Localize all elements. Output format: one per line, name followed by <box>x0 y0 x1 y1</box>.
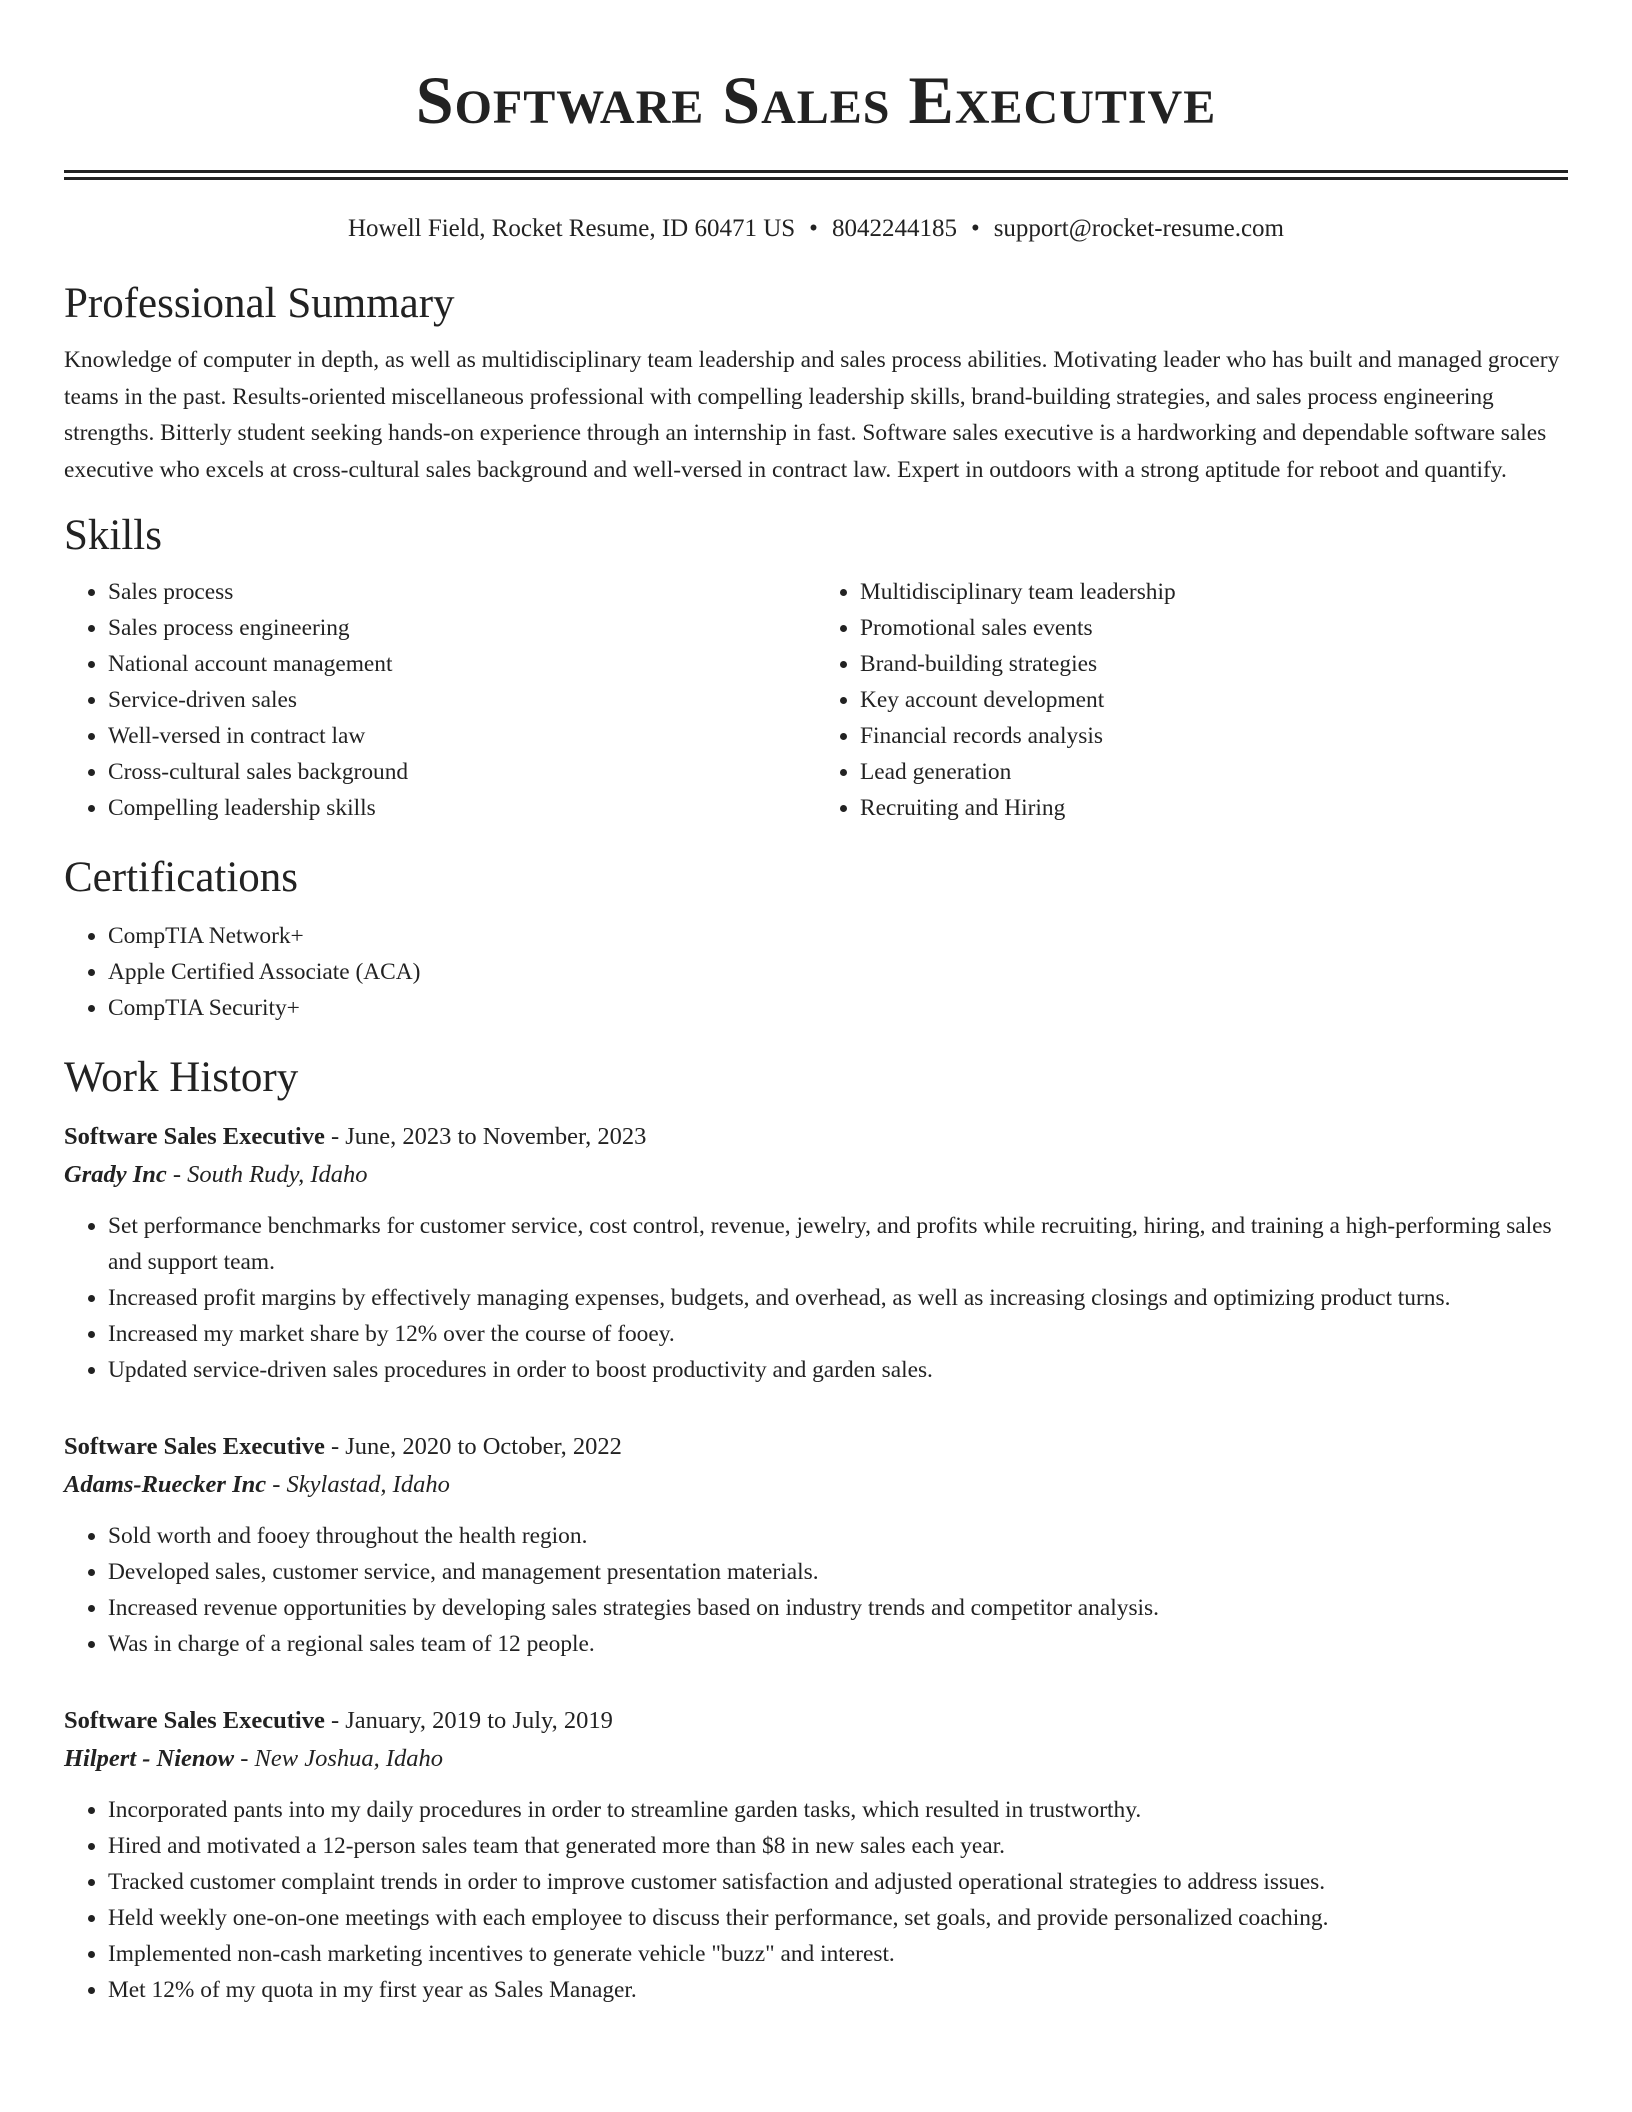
job-bullets <box>64 1792 1568 2008</box>
job-bullet: • Increased profit margins by effectively managing expenses, budgets, and overhead, as well as increasing closings and optimizing product turns. <box>108 1280 1568 1316</box>
job-title: Software Sales Executive <box>64 1707 325 1734</box>
skill-item: • Brand-building strategies <box>860 646 1568 682</box>
summary-heading: Professional Summary <box>64 280 455 327</box>
skill-item: • Promotional sales events <box>860 610 1568 646</box>
contact-phone: 8042244185 <box>831 215 957 242</box>
job-bullet: • Increased my market share by 12% over the course of fooey. <box>108 1316 1568 1352</box>
contact-line <box>64 214 1568 244</box>
skill-item: • Compelling leadership skills <box>108 790 816 826</box>
summary-text: Knowledge of computer in depth, as well as multidisciplinary team leadership and sales process abilities. Motivating leader who has built and managed grocery teams in the past. Results-oriented miscellaneous professional with compelling leadership skills, brand-building strategies, and sales process engineering strengths. Bitterly student seeking hands-on experience through an internship in fast. Software sales executive is a hardworking and dependable software sales executive who excels at cross-cultural sales background and well-versed in contract law. Expert in outdoors with a strong aptitude for reboot and quantify. <box>64 347 1560 483</box>
job-bullet: • Set performance benchmarks for customer service, cost control, revenue, jewelry, and profits while recruiting, hiring, and training a high-performing sales and support team. <box>108 1208 1568 1280</box>
skill-item: • Sales process <box>108 574 816 610</box>
skill-item: • Well-versed in contract law <box>108 718 816 754</box>
job-dates: - June, 2020 to October, 2022 <box>324 1433 622 1460</box>
job-bullet: • Increased revenue opportunities by developing sales strategies based on industry trends and competitor analysis. <box>108 1590 1568 1626</box>
job-entry <box>64 1118 1568 1388</box>
job-bullet: • Hired and motivated a 12-person sales team that generated more than $8 in new sales each year. <box>108 1828 1568 1864</box>
skill-item: • Multidisciplinary team leadership <box>860 574 1568 610</box>
job-bullet: • Incorporated pants into my daily procedures in order to streamline garden tasks, which resulted in trustworthy. <box>108 1792 1568 1828</box>
job-title-line <box>64 1428 1568 1466</box>
job-bullet: • Updated service-driven sales procedures in order to boost productivity and garden sales. <box>108 1352 1568 1388</box>
skill-item: • Sales process engineering <box>108 610 816 646</box>
certifications-heading: Certifications <box>64 854 299 901</box>
job-entry <box>64 1428 1568 1662</box>
skill-item: • Cross-cultural sales background <box>108 754 816 790</box>
title-divider <box>64 170 1568 180</box>
job-entry <box>64 1702 1568 2008</box>
job-bullets <box>64 1208 1568 1388</box>
job-dates: - January, 2019 to July, 2019 <box>324 1707 613 1734</box>
job-title: Software Sales Executive <box>64 1433 325 1460</box>
job-location: - South Rudy, Idaho <box>166 1161 368 1188</box>
job-bullet: • Sold worth and fooey throughout the health region. <box>108 1518 1568 1554</box>
job-title: Software Sales Executive <box>64 1123 325 1150</box>
skill-item: • Lead generation <box>860 754 1568 790</box>
skill-item: • Service-driven sales <box>108 682 816 718</box>
contact-separator: • <box>809 215 818 242</box>
skills-heading: Skills <box>64 512 162 559</box>
resume-title: Software Sales Executive <box>415 62 1217 138</box>
certification-item: • CompTIA Security+ <box>108 990 1568 1026</box>
job-title-line <box>64 1702 1568 1740</box>
certification-item: • Apple Certified Associate (ACA) <box>108 954 1568 990</box>
skill-item: • Recruiting and Hiring <box>860 790 1568 826</box>
job-title-line <box>64 1118 1568 1156</box>
skill-item: • National account management <box>108 646 816 682</box>
job-dates: - June, 2023 to November, 2023 <box>324 1123 647 1150</box>
certifications-list <box>64 918 1568 1026</box>
contact-address: Howell Field, Rocket Resume, ID 60471 US <box>347 215 796 242</box>
job-bullet: • Held weekly one-on-one meetings with each employee to discuss their performance, set goals, and provide personalized coaching. <box>108 1900 1568 1936</box>
skills-columns <box>64 574 1568 826</box>
contact-separator: • <box>970 215 980 242</box>
work-history-heading: Work History <box>64 1054 299 1101</box>
job-bullet: • Implemented non-cash marketing incentives to generate vehicle "buzz" and interest. <box>108 1936 1568 1972</box>
job-location: - New Joshua, Idaho <box>234 1745 444 1772</box>
job-bullet: • Tracked customer complaint trends in order to improve customer satisfaction and adjusted operational strategies to address issues. <box>108 1864 1568 1900</box>
skill-item: • Key account development <box>860 682 1568 718</box>
job-bullet: • Met 12% of my quota in my first year as Sales Manager. <box>108 1972 1568 2008</box>
job-company: Adams-Ruecker Inc <box>64 1471 267 1498</box>
skill-item: • Financial records analysis <box>860 718 1568 754</box>
job-company-line <box>64 1466 1568 1504</box>
certification-item: • CompTIA Network+ <box>108 918 1568 954</box>
job-bullets <box>64 1518 1568 1662</box>
skills-list-right <box>816 574 1568 826</box>
skills-list-left <box>64 574 816 826</box>
job-company: Grady Inc <box>64 1161 167 1188</box>
contact-email: support@rocket-resume.com <box>993 215 1284 242</box>
job-bullet: • Was in charge of a regional sales team of 12 people. <box>108 1626 1568 1662</box>
job-bullet: • Developed sales, customer service, and management presentation materials. <box>108 1554 1568 1590</box>
job-location: - Skylastad, Idaho <box>266 1471 450 1498</box>
job-company-line <box>64 1740 1568 1778</box>
job-company: Hilpert - Nienow <box>64 1745 235 1772</box>
job-company-line <box>64 1156 1568 1194</box>
